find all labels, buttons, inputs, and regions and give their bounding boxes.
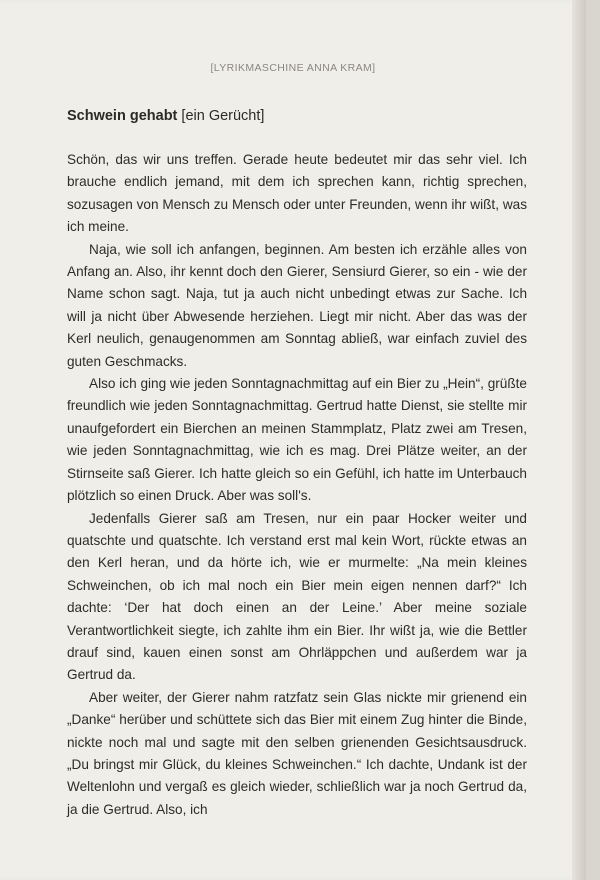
- story-title-main: Schwein gehabt: [67, 108, 178, 124]
- paragraph-4: Jedenfalls Gierer saß am Tresen, nur ein paar Hocker weiter und quatschte und quatschte. Ich verstand erst mal kein Wort, rückte etwas an den Kerl heran, und da hörte ich, wie er murmelte: „Na mein kleines Schweinchen, ob ich mal noch ein Bier mein eigen nennen darf?“ Ich dachte: ‘Der hat doch einen an der Leine.’ Aber meine soziale Verantwortlichkeit siegte, ich zahlte ihm ein Bier. Ihr wißt ja, wie die Bettler drauf sind, kauen einen sonst am Ohrläppchen und außerdem war ja Gertrud da.: [67, 510, 527, 683]
- story-title: [67, 108, 537, 124]
- paragraph-1: Schön, das wir uns treffen. Gerade heute bedeutet mir das sehr viel. Ich brauche endlich jemand, mit dem ich sprechen kann, richtig sprechen, sozusagen von Mensch zu Mensch oder unter Freunden, wenn ihr wißt, was ich meine.: [67, 152, 527, 235]
- running-header: [LYRIKMASCHINE ANNA KRAM]: [210, 62, 376, 74]
- story-title-subtitle: [ein Gerücht]: [177, 108, 265, 124]
- paragraph-3: Also ich ging wie jeden Sonntagnachmittag auf ein Bier zu „Hein“, grüßte freundlich wie jeden Sonntagnachmittag. Gertrud hatte Dienst, sie stellte mir unaufgefordert ein Bierchen an meinen Stammplatz, Platz zwei am Tresen, wie jeden Sonntagnachmittag, wie ich es mag. Drei Plätze weiter, an der Stirnseite saß Gierer. Ich hatte gleich so ein Gefühl, ich hatte im Unterbauch plötzlich so einen Druck. Aber was soll's.: [67, 376, 527, 504]
- paragraph-2: Naja, wie soll ich anfangen, beginnen. Am besten ich erzähle alles von Anfang an. Also, ihr kennt doch den Gierer, Sensiurd Gierer, so ein - wie der Name schon sagt. Naja, tut ja auch nicht unbedingt etwas zur Sache. Ich will ja nicht über Abwesende herziehen. Liegt mir nicht. Aber das was der Kerl neulich, genaugenommen am Sonntag abließ, war einfach zuviel des guten Geschmacks.: [67, 241, 527, 369]
- paragraph-5: Aber weiter, der Gierer nahm ratzfatz sein Glas nickte mir grienend ein „Danke“ herüber und schüttete sich das Bier mit einem Zug hinter die Binde, nickte noch mal und sagte mit den selben grienenden Gesichtsausdruck. „Du bringst mir Glück, du kleines Schweinchen.“ Ich dachte, Undank ist der Weltenlohn und vergaß es gleich wieder, schließlich war ja noch Gertrud da, ja die Gertrud. Also, ich: [67, 689, 527, 817]
- story-body: [67, 149, 527, 821]
- page-edge-shadow: [572, 0, 586, 880]
